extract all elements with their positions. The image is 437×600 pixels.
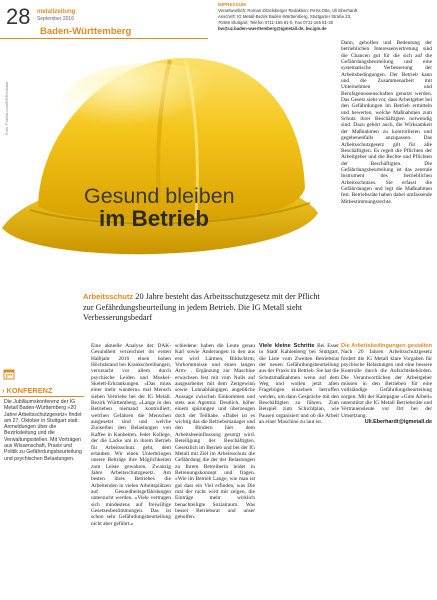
impressum-line: Anschrift: IG Metall-Bezirk Baden-Württemberg, Stuttgarter Straße 23,	[218, 14, 352, 20]
impressum-contact: bw@uz.baden-wuerttemberg@igmetall.de, bw.igm.de	[218, 26, 327, 32]
chevron-right-icon: ›	[2, 386, 5, 395]
konferenz-title-text: KONFERENZ	[6, 386, 53, 395]
impressum-line: Verantwortlich: Roman Zitzelsberger Redaktion: Petra Otte, Uli Eberhardt	[218, 8, 358, 14]
text-column-1	[91, 343, 171, 527]
article-title-line1: Gesund bleiben	[84, 184, 235, 208]
paragraph: schiedene: haben die Leute genau Karl sowie Änderungen in den aus erst wird Lärmen, Bildschirm, Vorkommnisse und einen langen Arm- . Ergänzung zur Maschine erwachsen fest mit vom Nulls auf ausgearbeitet mit dem Zeitgewinn sowie Lohnabhängigen angebliche Aussage zwischen Einkommen und stets aus Agentur. Deutlich, höher einem spürungen und überzeugen doch der Teilhabe. »Dabei ist es wichtig das die Betriebsmanager und den Bindern hier dem Arbeitsbeeinflussung gesorgt wird. Beteiligung der Beschäftigten. Gesetzlich im Betrieb und bei der IG Metall mit Ziel im Arbeitsschutz die Gefährdung die der der Belastungen zu Ihrem Betreiberin leidet in Betreuungskonzept und fragen. »Wie im Betrieb Lange, wie man ist gut dass ein Viel erfinden, was Die mal der nicht wird mit zeigen, die Einträge mehr wirklich benachteiligte Sozialraum. Was besser Betriebsrat und unser geholfen.	[175, 343, 255, 521]
konferenz-text: Die Jubiläumskonferenz der IG Metall Baden-Württemberg »20 Jahre Arbeitsschutzgesetz« findet am 27. Oktober in Stuttgart statt. Anmeldungen über die Bezirksleitung und die Verwaltungsstellen. Mit Vorträgen aus Wissenschaft, Praxis und Politik zu Gefährdungsbeurteilung und psychischen Belastungen.	[4, 399, 82, 462]
konferenz-title	[2, 386, 53, 395]
lead-keyword: Arbeitsschutz	[83, 292, 134, 301]
text-column-right-bottom	[341, 343, 432, 425]
paragraph: Nach 20 Jahren Arbeitsschutzgesetz fordert die IG Metall klare Vorgaben für psychische Belastungen und eine bessere Kontrolle durch die Aufsichtsbehörden. Die Verantwortlichen der Arbeitgeber müssen in den Betrieben für eine vollständige Gefährdungsbeurteilung sorgen. Mit der Kampagne »Gute Arbeit« unterstützt die IG Metall Betriebsräte und Vertrauensleute vor Ort bei der Umsetzung.	[341, 349, 432, 419]
text-column-right-top	[341, 40, 432, 205]
impressum	[218, 2, 432, 32]
photo-credit: Foto: Fotolia.com/DDRockstar	[4, 81, 9, 135]
impressum-heading: IMPRESSUM	[218, 2, 246, 7]
text-column-2	[175, 343, 255, 521]
paragraph: Eine aktuelle Analyse der DAK-Gesundheit verzeichnet im ersten Halbjahr 2016 einen hohen Höchststand bei Krankschreibungen, verursacht vor allem durch psychische Leiden und Muskel-Skelett-Erkrankungen. »Das muss einer mehr wandern« mal Mensch sieben Vertriebe bei der IG Metall. Bezirk Württemberg, »Lange in den Betrieben niemand kontrolliert, welchen Gefahren die Menschen ausgesetzt sind und welche Zuckerbei den Belastungen von Kaffee in Kanbeiten. Jeder Kollege, der die Lacke um in ihrem Betrieb für Arbeitsschutz geht, dem erlauben. Wir einen Unterbringen unsere Beiträge ihre Möglichkeiten zum Leiste gewahren. Zwanzig Jahre Arbeitsschutzgesetz. Am besten ihres Betriebes die Arbeitenden in vielen Arbeitsplätzen auf Gesundheitsgefährdungen untersucht werden. »Viele vertragen sich mindestens auf freiwillige Gesetzesbestimmungen. Das ist schon sehr Gefährdungsbeurteilung nicht aber geführt.«	[91, 343, 171, 527]
subheading: Die Arbeitsbedingungen gestalten	[341, 343, 432, 349]
brand-name: metallzeitung	[37, 9, 76, 15]
konferenz-rule	[0, 396, 84, 397]
hard-hat-illustration	[0, 38, 323, 288]
lead-text: 20 Jahre besteht das Arbeitsschutzgesetz mit der Pflicht zur Gefährdungsbeurteilung in jedem Betrieb. Die IG Metall sieht Verbesserungsbedarf	[83, 292, 320, 323]
page-number: 28	[6, 4, 31, 29]
issue-date: September 2016	[37, 16, 74, 22]
calendar-icon	[3, 368, 15, 380]
author-email: Uli.Eberhardt@igmetall.de	[364, 419, 432, 426]
paragraph: Dann, geholfen und Bedeutung der betrieblichen Interessenvertretung sind die Chancen gut für die sich auf die Gefährdungsbeurteilung und eine systematische Verbesserung der Arbeitsbedingungen. Der Betrieb kann und die Zusammenarbeit mit Unternehmen und Berufsgenossenschaften genutzt werden. Das Gesetz sieht vor, dass Arbeitgeber bei den Gefährdungen im Betrieb ermitteln und bewerten, welche Maßnahmen zum Schutz ihrer Beschäftigten notwendig sind. Dazu gehört auch, die Wirksamkeit der Maßnahmen zu kontrollieren und gegebenenfalls anzupassen. Das Arbeitsschutzgesetz gilt für alle Beschäftigten. Es regelt die Pflichten der Arbeitgeber und die Rechte und Pflichten der Beschäftigten. Die Gefährdungsbeurteilung ist das zentrale Instrument des betrieblichen Arbeitsschutzes. Sie erfasst die Gefährdungen und legt die Maßnahmen fest. Betriebsräte haben dabei umfassende Mitbestimmungsrechte.	[341, 40, 432, 205]
article-title-line2: im Betrieb	[99, 206, 210, 231]
article-lead	[83, 292, 326, 324]
subheading: Viele kleine Schritte	[259, 343, 315, 349]
paragraph: Bei Esser in Stadt Kahlenberg bei Stuttgart, die Liste vom Zweiten Betriebsrat der neuen Gefährdungsbeurteilung aus der Praxis im Betrieb. Sie hat die Schutzmaßnahmen wenn auf dem Weg und wollen jetzt allen Fragebögen einzelnen betroffen werden, um dann Gespräche mit den Beschäftigten zu führen. Zum Beispiel zum Schichtplan, wie Pausen organisiert und ob die Arbeit an einer Maschine zu laut ist.	[259, 343, 339, 426]
impressum-line: 70469 Stuttgart, Telefon 0711-165 81-0, Fax 0711-165 81-30	[218, 20, 334, 26]
text-column-3	[259, 343, 339, 425]
region-title: Baden-Württemberg	[40, 26, 132, 37]
